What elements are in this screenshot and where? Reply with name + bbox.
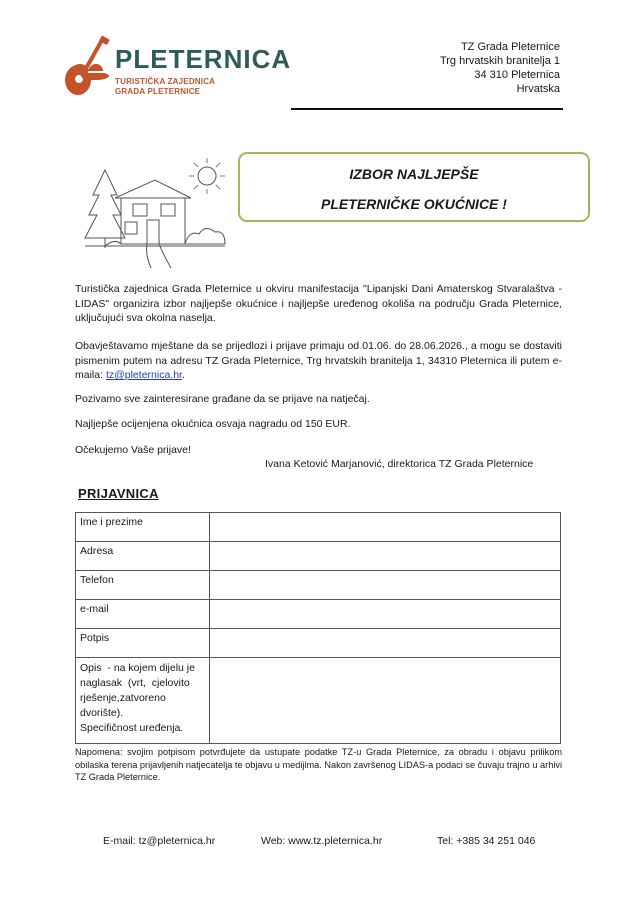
intro-paragraph: Turistička zajednica Grada Pleternice u okviru manifestacija "Lipanjski Dani Amaterskog Stvaralaštva - LIDAS" organizira izbor najljepše okućnice i najljepše uređenog okoliša na području Grada Pleternice, uključujući sva okolna naselja. (75, 283, 562, 324)
field-value-email[interactable] (209, 600, 560, 629)
field-label-name: Ime i prezime (76, 513, 210, 542)
closing-paragraph: Očekujemo Vaše prijave! (75, 444, 191, 456)
brand-subtitle-1: TURISTIČKA ZAJEDNICA (115, 77, 216, 86)
field-value-signature[interactable] (209, 629, 560, 658)
title-line-2: PLETERNIČKE OKUĆNICE ! (321, 196, 507, 212)
table-row (76, 658, 561, 744)
table-row (76, 542, 561, 571)
privacy-note: Napomena: svojim potpisom potvrđujete da ustupate podatke TZ-u Grada Pleternice, za obradu i objavu prilikom obilaska terena prijavljenih natjecatelja te objavu u medijima. Nakon završenog LIDAS-a podaci se čuvaju trajno u arhivi TZ Grada Pleternice. (75, 747, 562, 782)
invitation-paragraph: Pozivamo sve zainteresirane građane da se prijave na natječaj. (75, 393, 370, 405)
address-line: Trg hrvatskih branitelja 1 (439, 55, 560, 67)
field-label-description (76, 658, 210, 744)
field-label-email: e-mail (76, 600, 210, 629)
application-form-table (75, 512, 561, 744)
form-heading: PRIJAVNICA (78, 486, 159, 501)
guitar-hat-logo-icon (62, 36, 114, 102)
table-row (76, 571, 561, 600)
prize-paragraph: Najljepše ocijenjena okućnica osvaja nagradu od 150 EUR. (75, 418, 351, 430)
description-label-line: dvorište). (80, 707, 124, 719)
address-line: Hrvatska (516, 83, 560, 95)
footer-email: E-mail: tz@pleternica.hr (103, 835, 216, 847)
field-value-name[interactable] (209, 513, 560, 542)
table-row (76, 600, 561, 629)
title-box (238, 152, 590, 222)
submission-end: . (181, 369, 185, 381)
description-label-line: Opis - na kojem dijelu je (80, 662, 195, 674)
field-label-signature: Potpis (76, 629, 210, 658)
title-line-1: IZBOR NAJLJEPŠE (349, 166, 479, 182)
address-line: 34 310 Pleternica (474, 69, 560, 81)
address-line: TZ Grada Pleternice (460, 41, 560, 53)
table-row (76, 629, 561, 658)
description-label-line: rješenje,zatvoreno (80, 692, 166, 704)
brand-subtitle-2: GRADA PLETERNICE (115, 87, 201, 96)
field-label-address: Adresa (76, 542, 210, 571)
field-value-phone[interactable] (209, 571, 560, 600)
field-value-address[interactable] (209, 542, 560, 571)
signature: Ivana Ketović Marjanović, direktorica TZ Grada Pleternice (265, 458, 534, 470)
header-divider (291, 108, 563, 110)
table-row (76, 513, 561, 542)
house-drawing-icon (75, 150, 235, 270)
email-link[interactable]: tz@pleternica.hr (105, 369, 182, 381)
brand-name: PLETERNICA (115, 44, 292, 74)
description-label-line: naglasak (vrt, cjelovito (80, 677, 190, 689)
submission-text: Obavještavamo mještane da se prijedlozi i prijave primaju od 01.06. do 28.06.2026., a mogu se dostaviti pismenim putem na adresu TZ Grada Pleternice, Trg hrvatskih branitelja 1, 34310 Pleternica ili putem e-maila: (75, 340, 562, 381)
footer-phone: Tel: +385 34 251 046 (437, 835, 536, 847)
submission-paragraph (75, 339, 562, 383)
address-block (440, 40, 560, 96)
description-label-line: Specifičnost uređenja. (80, 722, 184, 734)
field-label-phone: Telefon (76, 571, 210, 600)
house-illustration (75, 150, 235, 270)
field-value-description[interactable] (209, 658, 560, 744)
footer-web: Web: www.tz.pleternica.hr (261, 835, 383, 847)
